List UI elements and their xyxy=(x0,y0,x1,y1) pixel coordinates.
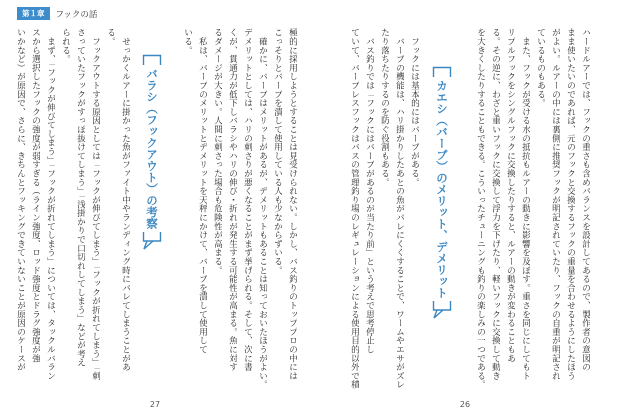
body-text-column: また、フックが受ける水の抵抗もルアーの動きに影響を及ぼす。重さを同じにしてもト xyxy=(520,28,530,380)
body-text-column: 確かに、バーブはメリットがあるが、デメリットもあることは知っておいたほうがよい。 xyxy=(257,28,267,389)
chapter-badge: 第１章 xyxy=(17,7,50,20)
body-text-column: 私は、バーブのメリットとデメリットを天秤にかけて、バーブを潰して使用して xyxy=(197,28,207,354)
body-text-column: デメリットとしては、ハリの刺さりが悪くなることがまず挙げられる。そして、次に書 xyxy=(242,28,252,372)
body-text-column: がよい。ルアーの中には裏側に推奨フックが明記されていたり、フックの自重が明記され xyxy=(550,28,560,380)
body-text-column: ているものもある。 xyxy=(535,28,545,108)
body-text-column: スから選択したフックの強度が弱すぎる（ライン強度、ロッド強度とドラグ強度が強 xyxy=(30,28,40,363)
body-text-column: バス釣りでは「フックにはバーブがあるのが当たり前」という考えで思考停止し xyxy=(364,28,374,354)
body-text-column: まま使いたいのであれば、元のフックと交換するフックの重量を合わせるようにしたほう xyxy=(565,28,575,380)
section-heading: バラシ（フックアウト）の考察 xyxy=(145,68,159,229)
body-text-column: ていて、バーブレスフックはバスの管理釣り場のレギュレーションによる使用目的以外で積 xyxy=(349,28,359,389)
body-text-column: フックアウトする原因としては「フックが伸びてしまう」「フックが折れてしまう」「刺 xyxy=(90,28,100,380)
body-text-column: いかなど）が原因で、さらに、きちんとフッキングできていないことが原因のケースが xyxy=(15,28,25,372)
body-text-column: せっかくルアーに掛かった魚がファイト中やランディング時にバレてしまうことがあ xyxy=(120,28,130,372)
body-text-column: るダメージが大きい。人間に刺さった場合も危険性が高まる。 xyxy=(212,28,222,275)
body-text-column: リプルフックをシングルフックに交換したりすると、ルアーの動きが変わることもあ xyxy=(505,28,515,363)
body-text-column: ハードルアーでは、フックの重さも含めバランスを設計してあるので、製作者の意図の xyxy=(580,28,590,372)
heading-bracket-top xyxy=(142,54,162,66)
heading-bracket-top xyxy=(432,66,452,78)
section-heading: カエシ（バーブ）のメリット、デメリット xyxy=(435,80,449,299)
body-text-column: る。 xyxy=(105,28,115,46)
page-number-right: 26 xyxy=(459,400,471,409)
body-text-column: 極的に採用しようとすることは見受けられない。しかし、バス釣りのトッププロの中には xyxy=(287,28,297,380)
body-text-column: を大きくしたりすることもできる。こういったチューニングも釣りの楽しみの一つである。 xyxy=(475,28,485,389)
body-text-column: いる。 xyxy=(182,28,192,55)
running-header xyxy=(17,7,97,20)
body-text-column: さっていたフックがすっぽ抜けてしまう」「浅掛かりで口切れしてしまう」などが考え xyxy=(75,28,85,367)
page-number-left: 27 xyxy=(149,400,161,409)
body-text-column: フックには基本的にはバーブがある。 xyxy=(409,28,419,187)
body-text-column: こっそりとバーブを潰して使用している人も少なからずいる。 xyxy=(272,28,282,275)
chapter-title: フックの話 xyxy=(55,9,98,20)
body-text-column: る。その逆に、わざと重いフックに交換して浮力を下げたり、軽いフックに交換して動き xyxy=(490,28,500,380)
body-text-column: られる。 xyxy=(60,28,70,64)
body-text-column: バーブの機能は、ハリ掛かりしたあとの魚がバレにくくすることで、ワームやエサがズレ xyxy=(394,28,404,389)
body-text-column: くが、貫通力が低下しバラシやハリの伸び・折れが発生する可能性が高まる。魚に対す xyxy=(227,28,237,372)
body-text-column: たり落ちたりするのを防ぐ役割もある。 xyxy=(379,28,389,187)
heading-bracket-bottom xyxy=(142,232,162,252)
body-text-column: まず、「フックが伸びてしまう」「フックが折れてしまう」については、タックルバラン xyxy=(45,28,55,380)
heading-bracket-bottom xyxy=(432,301,452,321)
